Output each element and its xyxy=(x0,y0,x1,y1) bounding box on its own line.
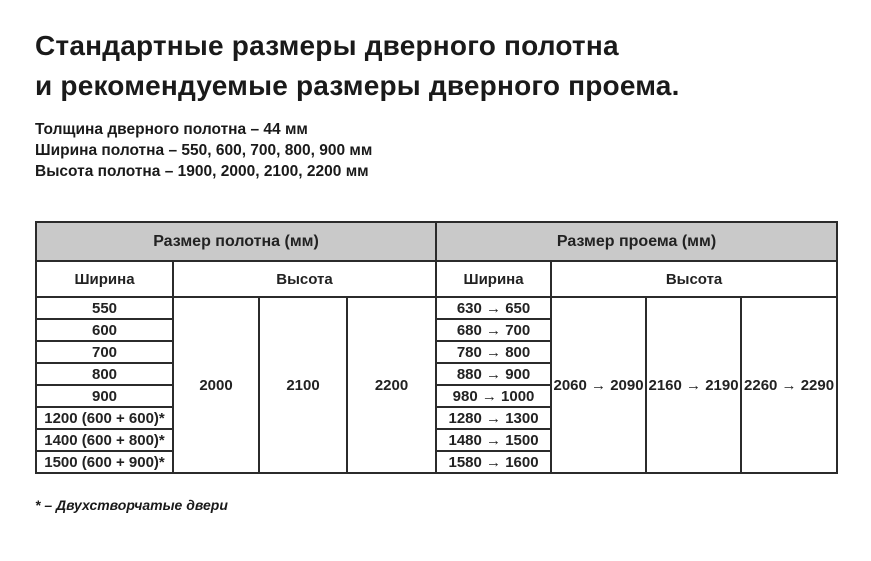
spec-block xyxy=(35,119,836,182)
group-header-opening: Размер проема (мм) xyxy=(436,222,837,261)
subheader-leaf-height: Высота xyxy=(173,261,436,297)
table-row xyxy=(36,297,837,319)
leaf-width-cell: 800 xyxy=(36,363,173,385)
footnote: * – Двухстворчатые двери xyxy=(35,497,228,513)
opening-width-cell: 1480 → 1500 xyxy=(436,429,551,451)
table-subheader-row xyxy=(36,261,837,297)
subheader-leaf-width: Ширина xyxy=(36,261,173,297)
opening-width-cell: 1280 → 1300 xyxy=(436,407,551,429)
table-group-header-row xyxy=(36,222,837,261)
opening-width-cell: 680 → 700 xyxy=(436,319,551,341)
spec-height: Высота полотна – 1900, 2000, 2100, 2200 мм xyxy=(35,163,369,180)
leaf-width-cell: 1200 (600 + 600)* xyxy=(36,407,173,429)
leaf-width-cell: 600 xyxy=(36,319,173,341)
page-title-line1: Стандартные размеры дверного полотна xyxy=(35,30,619,61)
spec-thickness: Толщина дверного полотна – 44 мм xyxy=(35,121,308,138)
door-size-table xyxy=(35,221,838,474)
group-header-leaf: Размер полотна (мм) xyxy=(36,222,436,261)
opening-width-cell: 1580 → 1600 xyxy=(436,451,551,473)
leaf-width-cell: 1500 (600 + 900)* xyxy=(36,451,173,473)
opening-height-cell: 2260 → 2290 xyxy=(741,297,837,473)
leaf-height-cell: 2200 xyxy=(347,297,436,473)
opening-width-cell: 630 → 650 xyxy=(436,297,551,319)
leaf-width-cell: 900 xyxy=(36,385,173,407)
subheader-opening-height: Высота xyxy=(551,261,837,297)
opening-width-cell: 980 → 1000 xyxy=(436,385,551,407)
page-title xyxy=(35,26,836,106)
subheader-opening-width: Ширина xyxy=(436,261,551,297)
opening-width-cell: 780 → 800 xyxy=(436,341,551,363)
leaf-height-cell: 2100 xyxy=(259,297,347,473)
opening-width-cell: 880 → 900 xyxy=(436,363,551,385)
page-title-line2: и рекомендуемые размеры дверного проема. xyxy=(35,70,680,101)
leaf-width-cell: 550 xyxy=(36,297,173,319)
opening-height-cell: 2160 → 2190 xyxy=(646,297,741,473)
opening-height-cell: 2060 → 2090 xyxy=(551,297,646,473)
leaf-height-cell: 2000 xyxy=(173,297,259,473)
leaf-width-cell: 700 xyxy=(36,341,173,363)
spec-width: Ширина полотна – 550, 600, 700, 800, 900 мм xyxy=(35,142,373,159)
leaf-width-cell: 1400 (600 + 800)* xyxy=(36,429,173,451)
